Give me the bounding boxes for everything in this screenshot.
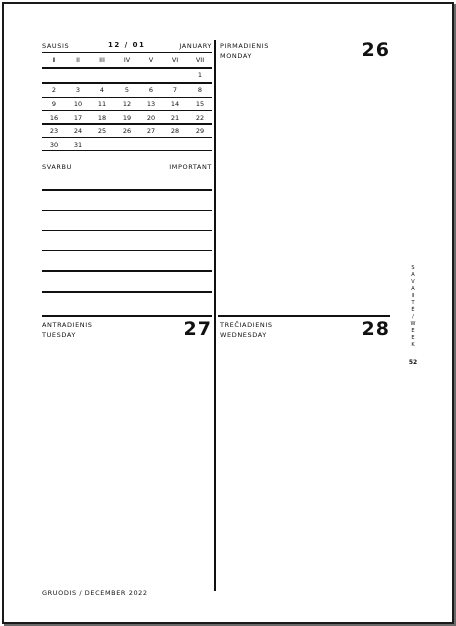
calendar-day: 14 (170, 100, 180, 108)
note-line (42, 270, 212, 272)
note-line (42, 250, 212, 251)
calendar-day: 12 (122, 100, 132, 108)
calendar-day: 2 (51, 86, 57, 94)
wednesday-top-rule (218, 315, 390, 317)
calendar-header-rule (42, 67, 212, 69)
calendar-day: 9 (51, 100, 57, 108)
side-letter: S (411, 265, 415, 271)
side-letter: K (411, 342, 415, 348)
calendar-day: 30 (49, 141, 59, 149)
wednesday-name-en: WEDNESDAY (220, 331, 267, 339)
weekday-1: I (52, 56, 56, 64)
side-letter: Ė (411, 307, 415, 313)
side-letter: A (411, 272, 415, 278)
calendar-day: 16 (49, 114, 59, 122)
side-letter: W (410, 321, 416, 327)
calendar-day: 25 (97, 127, 107, 135)
note-line (42, 230, 212, 231)
important-label-lt: SVARBU (42, 163, 72, 171)
calendar-bottom-rule (42, 150, 212, 151)
calendar-week-1 (42, 70, 212, 82)
calendar-day: 15 (195, 100, 205, 108)
tuesday-name-en: TUESDAY (42, 331, 76, 339)
calendar-day: 6 (148, 86, 154, 94)
side-letter: T (411, 300, 415, 306)
calendar-week-5 (42, 125, 212, 137)
calendar-day: 18 (97, 114, 107, 122)
calendar-day: 5 (124, 86, 130, 94)
calendar-day: 29 (195, 127, 205, 135)
tuesday-name-lt: ANTRADIENIS (42, 321, 93, 329)
calendar-day: 1 (197, 71, 203, 79)
side-letter: E (411, 328, 415, 334)
calendar-day: 21 (170, 114, 180, 122)
calendar-week-2 (42, 84, 212, 96)
calendar-day: 8 (197, 86, 203, 94)
calendar-day: 4 (99, 86, 105, 94)
calendar-month-number: 12 / 01 (108, 41, 146, 49)
note-line (42, 189, 212, 191)
calendar-week-3 (42, 98, 212, 110)
calendar-day: 24 (73, 127, 83, 135)
weekday-4: IV (123, 56, 131, 64)
calendar-day: 13 (146, 100, 156, 108)
side-letter: E (411, 335, 415, 341)
planner-page (2, 2, 454, 624)
tuesday-top-rule (42, 315, 212, 317)
calendar-week-4 (42, 111, 212, 123)
calendar-day: 19 (122, 114, 132, 122)
wednesday-date: 28 (361, 318, 390, 340)
side-letter: V (411, 279, 415, 285)
calendar-day: 3 (75, 86, 81, 94)
monday-date: 26 (361, 39, 390, 61)
tuesday-date: 27 (183, 318, 212, 340)
calendar-month-lt: SAUSIS (42, 42, 70, 50)
calendar-day: 17 (73, 114, 83, 122)
note-line (42, 210, 212, 211)
calendar-day: 10 (73, 100, 83, 108)
calendar-day: 31 (73, 141, 83, 149)
important-label-en: IMPORTANT (169, 163, 212, 171)
footer-text: GRUODIS / DECEMBER 2022 (42, 589, 148, 597)
calendar-day: 7 (172, 86, 178, 94)
weekday-3: III (99, 56, 105, 64)
calendar-day: 22 (195, 114, 205, 122)
calendar-day: 28 (170, 127, 180, 135)
note-line (42, 291, 212, 293)
weekday-7: VII (195, 56, 205, 64)
week-side-label (406, 265, 420, 355)
calendar-top-rule (42, 52, 212, 53)
calendar-day: 23 (49, 127, 59, 135)
wednesday-name-lt: TREČIADIENIS (220, 321, 273, 329)
week-number: 52 (408, 359, 418, 366)
monday-name-lt: PIRMADIENIS (220, 42, 269, 50)
vertical-divider (214, 40, 216, 591)
weekday-6: VI (171, 56, 179, 64)
calendar-day: 11 (97, 100, 107, 108)
calendar-month-en: JANUARY (179, 42, 212, 50)
calendar-day: 26 (122, 127, 132, 135)
weekday-2: II (76, 56, 80, 64)
calendar-week-6 (42, 138, 212, 150)
side-letter: / (412, 314, 414, 320)
side-letter: A (411, 286, 415, 292)
weekday-row (42, 56, 212, 66)
weekday-5: V (148, 56, 154, 64)
side-letter: I (412, 293, 414, 299)
monday-name-en: MONDAY (220, 52, 252, 60)
calendar-day: 27 (146, 127, 156, 135)
calendar-day: 20 (146, 114, 156, 122)
